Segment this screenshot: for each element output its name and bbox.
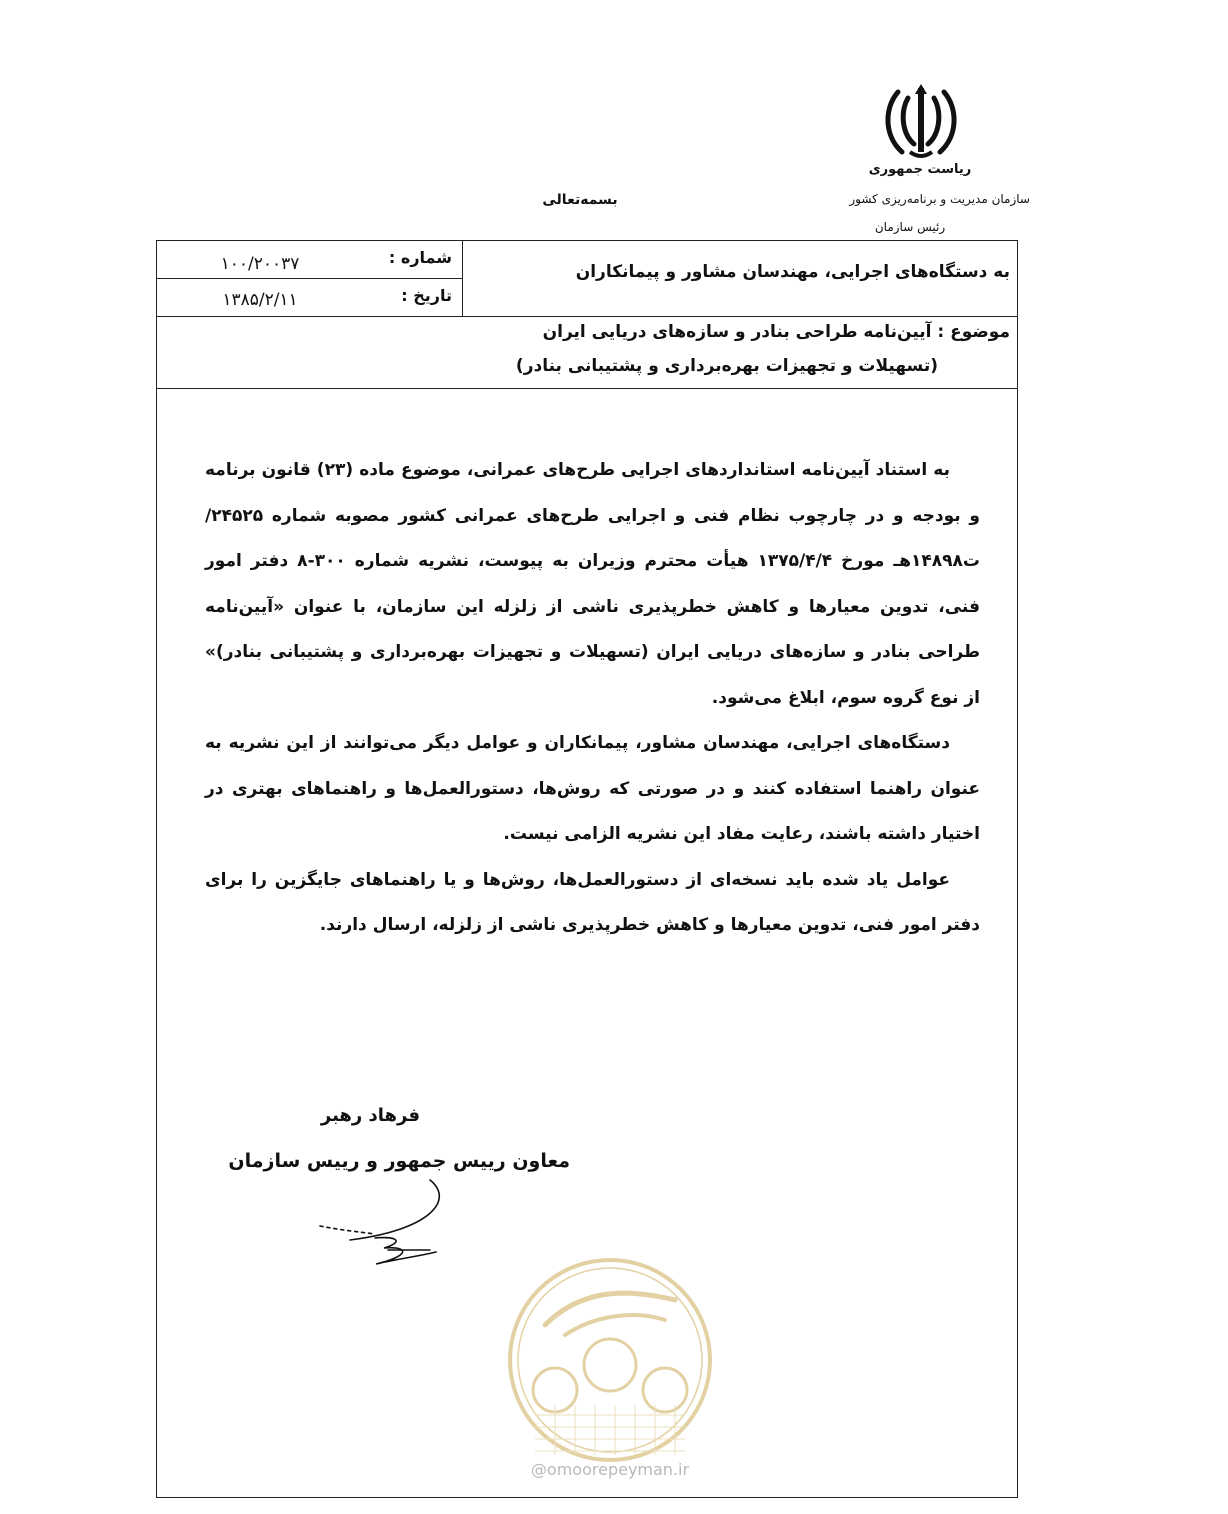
body-paragraph-1 <box>205 448 980 721</box>
basmala: بسمه‌تعالی <box>542 192 618 208</box>
org-head: رئیس سازمان <box>874 220 946 234</box>
body-paragraph-2: دستگاه‌های اجرایی، مهندسان مشاور، پیمانکاران و عوامل دیگر می‌توانند از این نشریه به عنوان راهنما استفاده کنند و در صورتی که روش‌ها، دستورالعمل‌ها و راهنماهای بهتری در اختیار داشته باشند، رعایت مفاد این نشریه الزامی نیست. <box>205 733 980 844</box>
org-subtitle: سازمان مدیریت و برنامه‌ریزی کشور <box>849 192 1030 206</box>
signer-title: معاون رییس جمهور و رییس سازمان <box>228 1150 570 1172</box>
header-bottom-line <box>156 316 1018 317</box>
signer-name: فرهاد رهبر <box>320 1105 420 1126</box>
org-title: ریاست جمهوری <box>868 162 972 177</box>
omoor-peyman-watermark-logo <box>505 1255 715 1465</box>
body-paragraph-3: عوامل یاد شده باید نسخه‌ای از دستورالعمل‌ها، روش‌ها و یا راهنماهای جایگزین را برای دفتر امور فنی، تدوین معیارها و کاهش خطرپذیری ناشی از زلزله، ارسال دارند. <box>205 869 980 935</box>
iran-emblem-icon <box>880 82 962 162</box>
letter-body <box>205 448 980 949</box>
date-value: ۱۳۸۵/۲/۱۱ <box>222 290 298 310</box>
paragraph-1-text-b: » از نوع گروه سوم، ابلاغ می‌شود. <box>205 642 980 708</box>
paragraph-1-text-a: به استناد آیین‌نامه استانداردهای اجرایی طرح‌های عمرانی، موضوع ماده (۲۳) قانون برنامه و بودجه و در چارچوب نظام فنی و اجرایی طرح‌های عمرانی کشور مصوبه شماره ۲۴۵۲۵/ت۱۴۸۹۸هـ مورخ ۱۳۷۵/۴/۴ هیأت محترم وزیران به پیوست، نشریه شماره ۳۰۰-۸ دفتر امور فنی، تدوین معیارها و کاهش خطرپذیری ناشی از زلزله این سازمان، با عنوان « <box>205 460 980 617</box>
publication-title: آیین‌نامه طراحی بنادر و سازه‌های دریایی ایران (تسهیلات و تجهیزات بهره‌برداری و پشتیبانی بنادر) <box>205 596 980 662</box>
subject-line-2: (تسهیلات و تجهیزات بهره‌برداری و پشتیبانی بنادر) <box>515 356 938 376</box>
header-divider <box>462 240 463 317</box>
recipient: به دستگاه‌های اجرایی، مهندسان مشاور و پیمانکاران <box>575 262 1010 282</box>
subject-bottom-line <box>156 388 1018 389</box>
watermark-url: @omoorepeyman.ir <box>530 1460 690 1479</box>
number-value: ۱۰۰/۲۰۰۳۷ <box>220 254 300 274</box>
handwritten-signature-icon <box>280 1160 480 1280</box>
meta-divider <box>156 278 462 279</box>
subject-line-1: موضوع : آیین‌نامه طراحی بنادر و سازه‌های دریایی ایران <box>542 322 1010 342</box>
date-label: تاریخ : <box>401 286 452 305</box>
number-label: شماره : <box>388 248 452 267</box>
